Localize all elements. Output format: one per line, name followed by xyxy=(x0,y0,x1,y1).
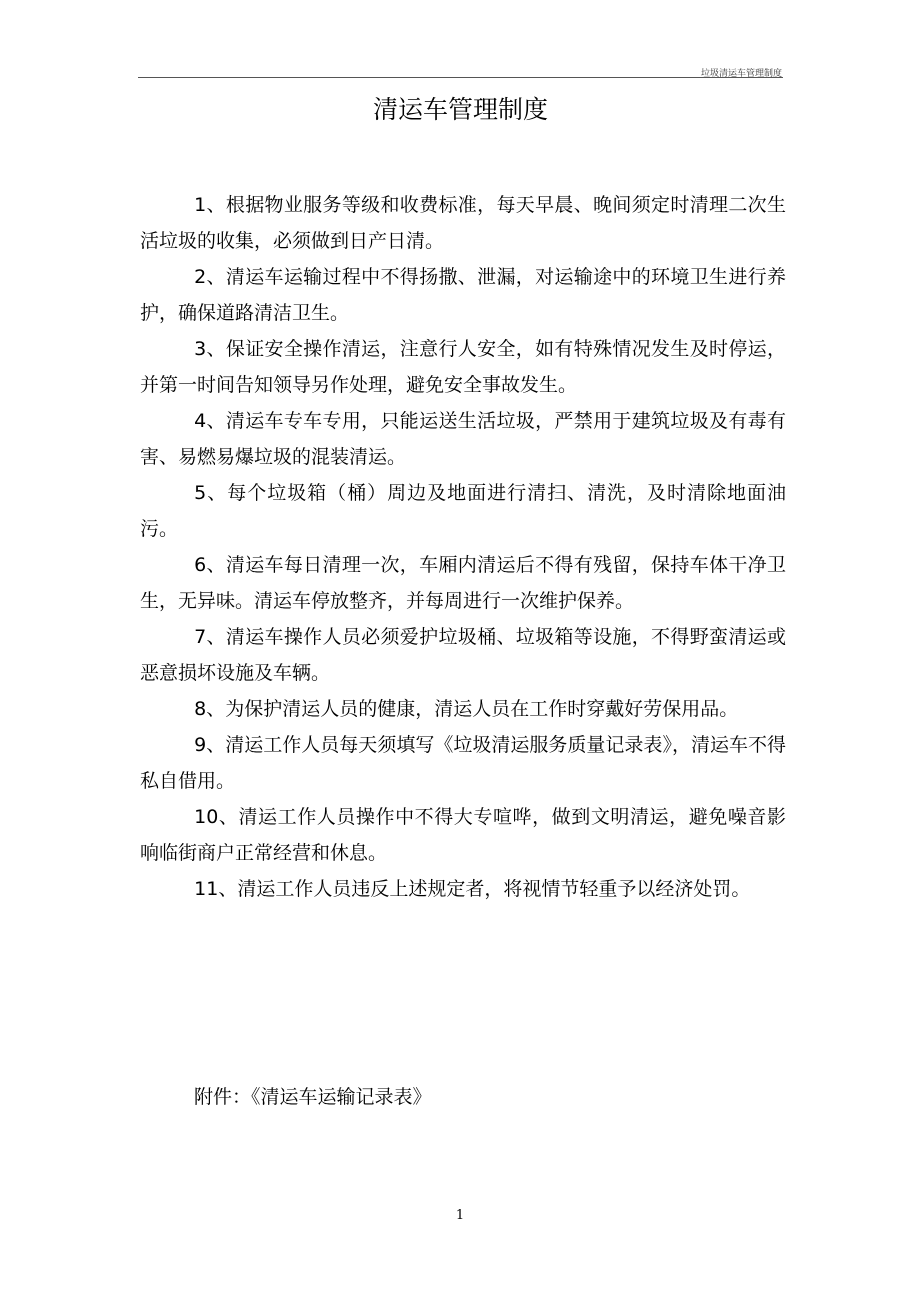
clause-2: 2、清运车运输过程中不得扬撒、泄漏，对运输途中的环境卫生进行养护，确保道路清洁卫生。 xyxy=(140,266,786,324)
clause-8: 8、为保护清运人员的健康，清运人员在工作时穿戴好劳保用品。 xyxy=(194,698,739,720)
clause-7: 7、清运车操作人员必须爱护垃圾桶、垃圾箱等设施，不得野蛮清运或恶意损坏设施及车辆。 xyxy=(140,626,786,684)
header-divider xyxy=(138,77,783,78)
page-number: 1 xyxy=(455,1208,465,1223)
clause-6: 6、清运车每日清理一次，车厢内清运后不得有残留，保持车体干净卫生，无异味。清运车停放整齐，并每周进行一次维护保养。 xyxy=(140,554,786,612)
clause-11: 11、清运工作人员违反上述规定者，将视情节轻重予以经济处罚。 xyxy=(194,878,751,900)
running-header: 垃圾清运车管理制度 xyxy=(700,69,782,79)
document-title: 清运车管理制度 xyxy=(372,95,548,124)
attachment-note: 附件：《清运车运输记录表》 xyxy=(194,1086,432,1108)
clause-1: 1、根据物业服务等级和收费标准，每天早晨、晚间须定时清理二次生活垃圾的收集，必须做到日产日清。 xyxy=(140,194,786,252)
clause-9: 9、清运工作人员每天须填写《垃圾清运服务质量记录表》，清运车不得私自借用。 xyxy=(140,734,786,792)
clause-4: 4、清运车专车专用，只能运送生活垃圾，严禁用于建筑垃圾及有毒有害、易燃易爆垃圾的混装清运。 xyxy=(140,410,786,468)
document-body xyxy=(140,187,786,907)
clause-5: 5、每个垃圾箱（桶）周边及地面进行清扫、清洗，及时清除地面油污。 xyxy=(140,482,786,540)
clause-10: 10、清运工作人员操作中不得大专喧哗，做到文明清运，避免噪音影响临街商户正常经营和休息。 xyxy=(140,806,786,864)
clause-3: 3、保证安全操作清运，注意行人安全，如有特殊情况发生及时停运，并第一时间告知领导另作处理，避免安全事故发生。 xyxy=(140,338,786,396)
